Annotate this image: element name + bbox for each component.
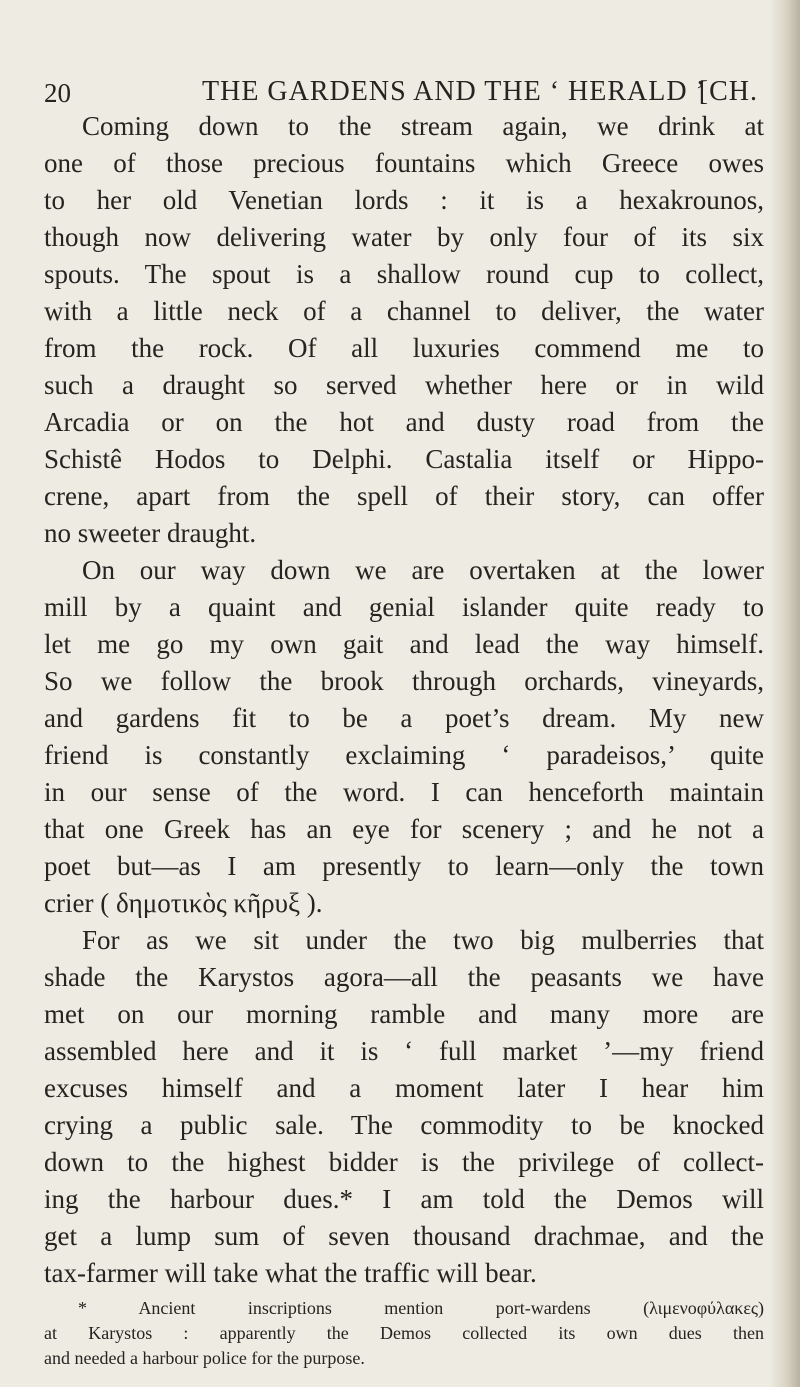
text-line: and gardens fit to be a poet’s dream. My new xyxy=(44,703,764,733)
text-line: in our sense of the word. I can henceforth maintain xyxy=(44,777,764,807)
text-line: no sweeter draught. xyxy=(44,518,257,548)
text-line: So we follow the brook through orchards, vineyards, xyxy=(44,666,764,696)
text-line: assembled here and it is ‘ full market ’—my friend xyxy=(44,1036,764,1066)
footnote-line: and needed a harbour police for the purpose. xyxy=(44,1348,365,1368)
text-line: met on our morning ramble and many more are xyxy=(44,999,764,1029)
text-line: crying a public sale. The commodity to be knocked xyxy=(44,1110,764,1140)
text-line: down to the highest bidder is the privilege of collect- xyxy=(44,1147,764,1177)
text-line: shade the Karystos agora—all the peasants we have xyxy=(44,962,764,992)
text-line: crene, apart from the spell of their story, can offer xyxy=(44,481,764,511)
text-line: excuses himself and a moment later I hear him xyxy=(44,1073,764,1103)
page-number: 20 xyxy=(44,78,71,108)
footnote-line: at Karystos : apparently the Demos collected its own dues then xyxy=(44,1323,764,1343)
text-line: On our way down we are overtaken at the lower xyxy=(82,555,764,585)
text-line: ing the harbour dues.* I am told the Demos will xyxy=(44,1184,764,1214)
text-line: spouts. The spout is a shallow round cup to collect, xyxy=(44,259,764,289)
text-line: Coming down to the stream again, we drink at xyxy=(82,111,764,141)
page-edge-shadow xyxy=(770,0,800,1387)
text-line: get a lump sum of seven thousand drachmae, and the xyxy=(44,1221,764,1251)
running-head-title: THE GARDENS AND THE ‘ HERALD ’ xyxy=(202,76,706,107)
text-line: friend is constantly exclaiming ‘ paradeisos,’ quite xyxy=(44,740,764,770)
text-line: that one Greek has an eye for scenery ; and he not a xyxy=(44,814,764,844)
text-line: such a draught so served whether here or in wild xyxy=(44,370,764,400)
text-line: Arcadia or on the hot and dusty road from the xyxy=(44,407,764,437)
text-line: to her old Venetian lords : it is a hexakrounos, xyxy=(44,185,764,215)
text-line: crier ( δημοτικὸς κῆρυξ ). xyxy=(44,888,323,918)
text-line: poet but—as I am presently to learn—only the town xyxy=(44,851,764,881)
text-line: from the rock. Of all luxuries commend me to xyxy=(44,333,764,363)
footnote-line: * Ancient inscriptions mention port-wardens (λιμενοφύλακες) xyxy=(78,1298,764,1318)
text-line: tax-farmer will take what the traffic will bear. xyxy=(44,1258,537,1288)
text-line: with a little neck of a channel to deliver, the water xyxy=(44,296,764,326)
text-line: mill by a quaint and genial islander quite ready to xyxy=(44,592,764,622)
text-line: let me go my own gait and lead the way himself. xyxy=(44,629,764,659)
body-text xyxy=(44,108,764,1371)
text-line: For as we sit under the two big mulberries that xyxy=(82,925,764,955)
chapter-mark: [CH. xyxy=(698,76,758,107)
text-line: one of those precious fountains which Greece owes xyxy=(44,148,764,178)
text-line: Schistê Hodos to Delphi. Castalia itself or Hippo- xyxy=(44,444,764,474)
text-line: though now delivering water by only four of its six xyxy=(44,222,764,252)
